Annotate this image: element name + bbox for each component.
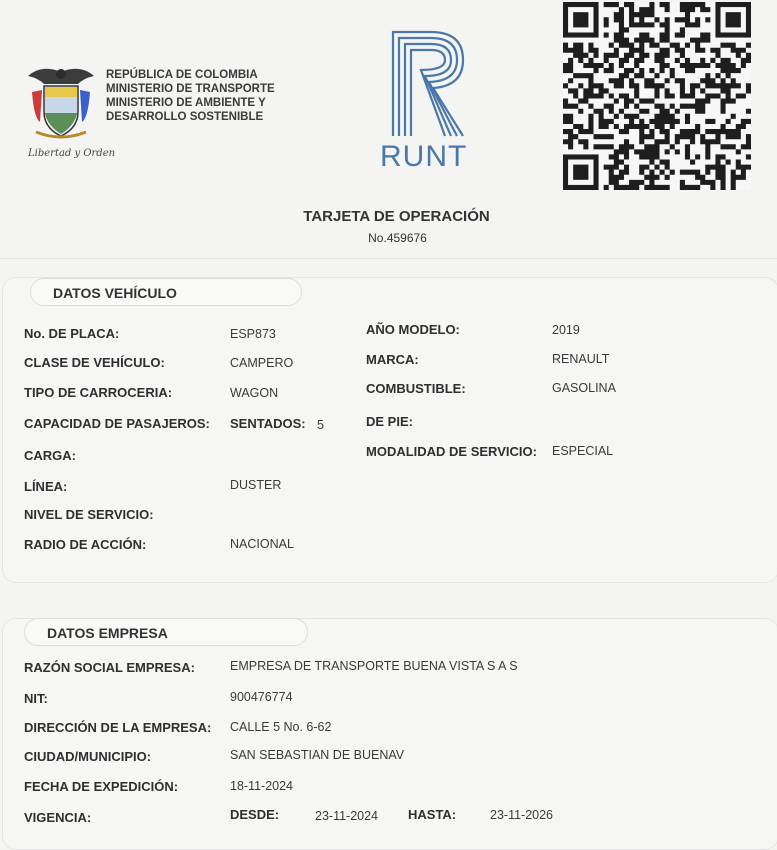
- service-mode-label: MODALIDAD DE SERVICIO:: [366, 444, 537, 459]
- header-divider: [0, 258, 777, 259]
- document-title-block: [0, 208, 777, 245]
- ministry-header: [106, 68, 275, 124]
- ministry-line: MINISTERIO DE AMBIENTE Y: [106, 97, 266, 109]
- body-type-value: WAGON: [230, 386, 279, 400]
- seated-value: 5: [317, 418, 324, 432]
- company-section-title: DATOS EMPRESA: [24, 618, 308, 646]
- body-type-label: TIPO DE CARROCERIA:: [24, 385, 173, 400]
- ministry-line: REPÚBLICA DE COLOMBIA: [106, 69, 258, 81]
- service-level-label: NIVEL DE SERVICIO:: [24, 507, 154, 522]
- plate-value: ESP873: [230, 327, 276, 341]
- vehicle-line-value: DUSTER: [230, 478, 282, 492]
- document-number: No.459676: [368, 231, 427, 245]
- city-value: SAN SEBASTIAN DE BUENAV: [230, 748, 405, 762]
- validity-to-label: HASTA:: [408, 807, 457, 822]
- action-radius-value: NACIONAL: [230, 537, 294, 551]
- cargo-label: CARGA:: [24, 448, 76, 463]
- document-title: TARJETA DE OPERACIÓN: [303, 208, 490, 225]
- seated-label: SENTADOS:: [230, 416, 306, 431]
- motto-text: Libertad y Orden: [28, 148, 116, 159]
- standing-label: DE PIE:: [366, 414, 413, 429]
- vehicle-section-title: DATOS VEHÍCULO: [30, 278, 302, 306]
- validity-from-value: 23-11-2024: [315, 809, 379, 823]
- brand-value: RENAULT: [552, 352, 610, 366]
- company-address-label: DIRECCIÓN DE LA EMPRESA:: [24, 720, 212, 735]
- nit-label: NIT:: [24, 691, 48, 706]
- vehicle-class-value: CAMPERO: [230, 356, 294, 370]
- runt-logo-text: RUNT: [380, 140, 468, 173]
- ministry-line: MINISTERIO DE TRANSPORTE: [106, 83, 275, 95]
- runt-logo-icon: [383, 26, 467, 138]
- validity-from-label: DESDE:: [230, 807, 280, 822]
- passenger-capacity-label: CAPACIDAD DE PASAJEROS:: [24, 416, 210, 431]
- plate-label: No. DE PLACA:: [24, 326, 120, 341]
- coat-of-arms-icon: [22, 62, 100, 142]
- service-mode-value: ESPECIAL: [552, 444, 614, 458]
- city-label: CIUDAD/MUNICIPIO:: [24, 749, 152, 764]
- company-address-value: CALLE 5 No. 6-62: [230, 720, 332, 734]
- company-name-label: RAZÓN SOCIAL EMPRESA:: [24, 660, 195, 675]
- model-year-label: AÑO MODELO:: [366, 322, 460, 337]
- fuel-label: COMBUSTIBLE:: [366, 381, 466, 396]
- issue-date-label: FECHA DE EXPEDICIÓN:: [24, 779, 179, 794]
- vehicle-class-label: CLASE DE VEHÍCULO:: [24, 355, 165, 370]
- nit-value: 900476774: [230, 690, 293, 704]
- model-year-value: 2019: [552, 323, 580, 337]
- validity-to-value: 23-11-2026: [490, 808, 554, 822]
- fuel-value: GASOLINA: [552, 381, 616, 395]
- brand-label: MARCA:: [366, 352, 419, 367]
- company-name-value: EMPRESA DE TRANSPORTE BUENA VISTA S A S: [230, 659, 518, 673]
- action-radius-label: RADIO DE ACCIÓN:: [24, 537, 147, 552]
- qr-code-icon: [563, 2, 751, 190]
- ministry-line: DESARROLLO SOSTENIBLE: [106, 111, 264, 123]
- vehicle-line-label: LÍNEA:: [24, 479, 68, 494]
- issue-date-value: 18-11-2024: [230, 779, 294, 793]
- validity-label: VIGENCIA:: [24, 810, 92, 825]
